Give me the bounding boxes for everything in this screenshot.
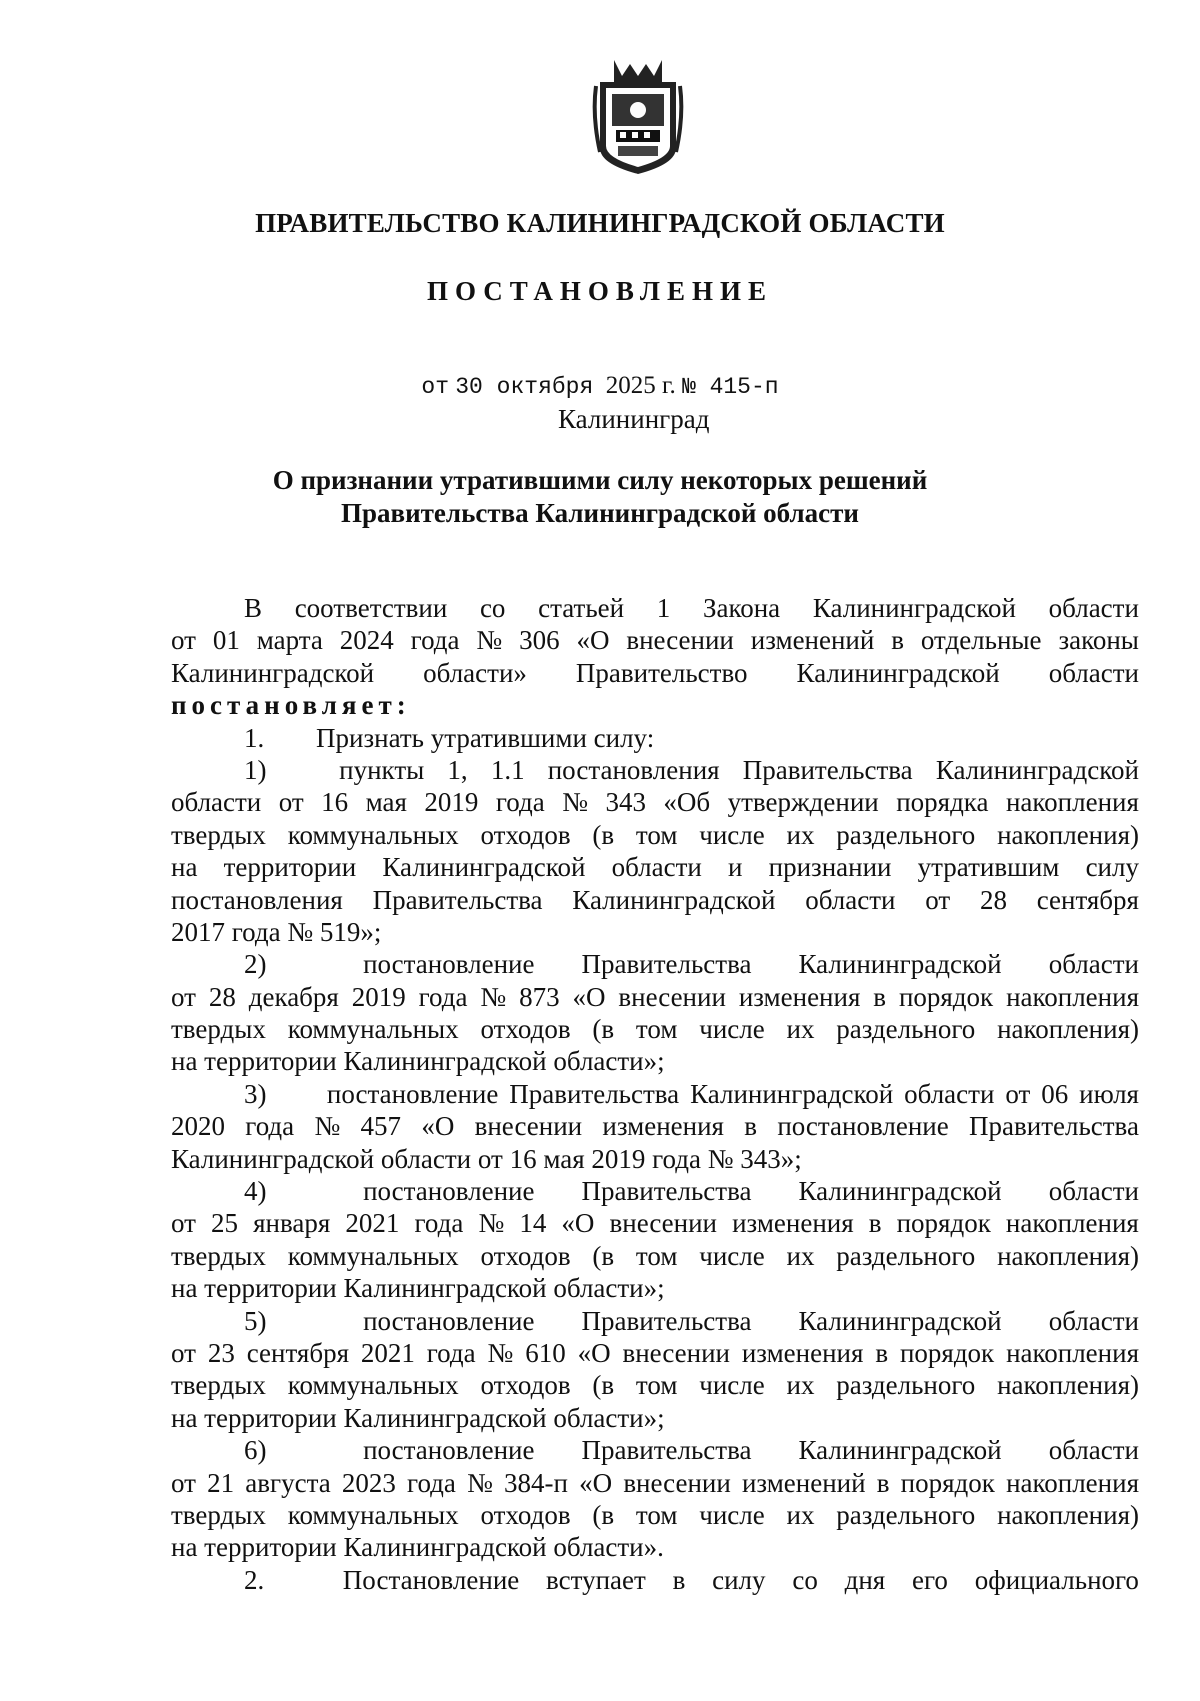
body-word: «О: [576, 625, 610, 656]
body-word: «О: [561, 1208, 595, 1239]
body-word: декабря: [248, 981, 339, 1012]
body-word: накопления): [997, 1499, 1139, 1530]
body-word: постановление: [363, 1305, 535, 1336]
body-word: 2024: [339, 625, 394, 656]
body-word: года: [426, 1337, 476, 1368]
body-word: в: [868, 1208, 882, 1239]
body-word: года: [410, 625, 460, 656]
body-word: 28: [979, 884, 1007, 915]
body-word: законы: [1058, 625, 1139, 656]
body-line: [171, 1110, 1139, 1142]
body-word: 1.1: [490, 754, 525, 785]
body-word: Правительства: [581, 949, 752, 980]
body-word: твердых: [171, 1499, 266, 1530]
body-word: (в: [592, 1370, 615, 1401]
body-word: на территории Калининградской области»;: [171, 1402, 665, 1433]
body-word: 2021: [360, 1337, 415, 1368]
body-word: признании: [768, 852, 892, 883]
body-line: [171, 722, 1139, 754]
body-word: порядок: [896, 1208, 991, 1239]
body-word: «О: [577, 1337, 611, 1368]
body-word: 343: [605, 787, 646, 818]
body-word: Постановление: [342, 1564, 520, 1595]
body-word: 01: [212, 625, 240, 656]
body-line: [171, 916, 1139, 948]
body-word: «О: [579, 1467, 613, 1498]
body-word: Правительства: [581, 1305, 752, 1336]
body-word: числе: [699, 819, 765, 850]
body-word: постановления: [171, 884, 343, 915]
body-word: внесении: [609, 1208, 717, 1239]
body-word: порядка: [896, 787, 989, 818]
body-word: накопления: [1006, 1467, 1139, 1498]
body-line: [171, 1369, 1139, 1401]
body-line: [171, 1143, 1139, 1175]
document-type: ПОСТАНОВЛЕНИЕ: [426, 276, 774, 306]
body-word: статьей: [538, 593, 625, 623]
body-word: Калининградской: [796, 657, 1000, 688]
body-word: накопления: [1005, 1208, 1139, 1239]
body-line: [171, 657, 1139, 689]
body-word: Калининградской: [935, 754, 1139, 785]
body-word: изменения: [738, 981, 861, 1012]
body-word: внесении: [622, 1337, 730, 1368]
document-subject: [0, 464, 1200, 530]
body-word: со: [479, 593, 506, 623]
body-word: раздельного: [836, 1014, 976, 1045]
body-line: [171, 819, 1139, 851]
body-word: области: [1048, 1176, 1139, 1207]
body-word: постановление: [363, 949, 535, 980]
body-word: отходов: [480, 819, 571, 850]
body-word: Калининградской: [382, 852, 586, 883]
body-word: их: [786, 1240, 815, 1271]
body-word: в: [672, 1564, 686, 1595]
body-word: Калининградской: [690, 1078, 894, 1109]
body-word: постановляет:: [171, 690, 411, 721]
body-line: [171, 884, 1139, 916]
body-line: [171, 1272, 1139, 1304]
body-word: накопления): [997, 1370, 1139, 1401]
body-word: от: [171, 1208, 196, 1239]
body-word: 14: [519, 1208, 547, 1239]
body-word: №: [562, 787, 588, 818]
date-prefix: от: [421, 374, 449, 400]
body-word: Калининградской: [812, 593, 1016, 623]
body-word: 306: [519, 625, 560, 656]
body-word: 2021: [345, 1208, 400, 1239]
body-line: [171, 1078, 1139, 1110]
body-word: 2017 года № 519»;: [171, 916, 382, 947]
date-year: 2025 г.: [605, 372, 676, 399]
body-line: [171, 624, 1139, 656]
body-word: раздельного: [836, 1370, 976, 1401]
body-word: области»: [423, 657, 527, 688]
body-line: [171, 592, 1139, 624]
body-word: том: [635, 819, 678, 850]
body-word: твердых: [171, 1240, 266, 1271]
body-word: внесении: [618, 981, 726, 1012]
body-word: области: [1048, 593, 1139, 623]
body-word: числе: [699, 1499, 765, 1530]
body-word: числе: [699, 1370, 765, 1401]
item-number: 5): [244, 1305, 267, 1336]
body-word: их: [786, 1370, 815, 1401]
body-word: постановление: [326, 1078, 499, 1109]
body-word: 16: [321, 787, 349, 818]
body-word: на: [171, 852, 198, 883]
body-word: отходов: [480, 1499, 571, 1530]
body-line: [171, 1337, 1139, 1369]
item-number: 2.: [244, 1564, 265, 1595]
body-word: области: [1048, 949, 1139, 980]
body-word: том: [635, 1014, 678, 1045]
body-word: года: [495, 787, 545, 818]
body-word: 23: [207, 1337, 235, 1368]
body-word: области: [805, 884, 896, 915]
body-word: 28: [208, 981, 236, 1012]
body-word: и: [728, 852, 743, 883]
body-word: Правительства: [581, 1435, 752, 1466]
body-word: Правительства: [581, 1176, 752, 1207]
body-word: Правительства: [372, 884, 543, 915]
body-word: силу: [712, 1564, 766, 1595]
body-word: том: [635, 1499, 678, 1530]
body-word: отдельные: [920, 625, 1042, 656]
body-word: накопления): [997, 1240, 1139, 1271]
body-line: [171, 1402, 1139, 1434]
body-word: области: [1048, 1435, 1139, 1466]
body-word: №: [478, 1208, 505, 1239]
body-word: изменения: [741, 1337, 864, 1368]
body-word: марта: [256, 625, 323, 656]
body-word: от: [171, 1337, 196, 1368]
body-word: №: [314, 1111, 341, 1142]
body-word: отходов: [480, 1370, 571, 1401]
body-word: 21: [207, 1467, 235, 1498]
body-line: [171, 1467, 1139, 1499]
body-word: Калининградской: [798, 1305, 1002, 1336]
body-word: (в: [592, 1499, 615, 1530]
item-number: 2): [244, 949, 267, 980]
body-word: (в: [592, 1014, 615, 1045]
body-word: №: [467, 1467, 493, 1498]
body-word: мая: [365, 787, 407, 818]
body-word: (в: [592, 819, 615, 850]
body-word: числе: [699, 1014, 765, 1045]
body-line: [171, 948, 1139, 980]
body-word: внесении: [626, 625, 734, 656]
body-word: №: [487, 1337, 514, 1368]
body-line: [171, 1240, 1139, 1272]
body-word: в: [875, 1337, 889, 1368]
body-word: отходов: [480, 1014, 571, 1045]
body-word: внесении: [474, 1111, 583, 1142]
body-word: утратившим: [917, 852, 1060, 883]
body-word: отходов: [480, 1240, 571, 1271]
body-word: раздельного: [836, 819, 976, 850]
body-word: В: [244, 593, 263, 623]
body-word: порядок: [900, 1467, 995, 1498]
body-word: области: [904, 1078, 995, 1109]
item-number: 4): [244, 1176, 267, 1207]
body-word: №: [480, 981, 507, 1012]
coat-of-arms-icon: [592, 56, 684, 176]
body-word: (в: [592, 1240, 615, 1271]
body-word: утверждении: [727, 787, 879, 818]
body-word: изменений: [750, 625, 875, 656]
body-line: [171, 1207, 1139, 1239]
body-word: их: [786, 1499, 815, 1530]
body-word: 2020: [171, 1111, 225, 1142]
body-word: на территории Калининградской области»;: [171, 1046, 665, 1077]
body-word: постановление: [777, 1111, 949, 1142]
body-word: соответствии: [294, 593, 448, 623]
body-word: года: [414, 1208, 464, 1239]
body-word: их: [786, 819, 815, 850]
body-word: 1,: [447, 754, 468, 785]
subject-line: Правительства Калининградской области: [341, 498, 859, 528]
body-word: области: [611, 852, 702, 883]
body-line: [171, 786, 1139, 818]
body-word: 610: [525, 1337, 566, 1368]
body-word: в: [876, 1467, 890, 1498]
body-word: официального: [974, 1564, 1139, 1595]
body-word: коммунальных: [287, 1240, 459, 1271]
body-word: Калининградской: [798, 1176, 1002, 1207]
body-word: 384-п: [504, 1467, 568, 1498]
body-word: 2023: [341, 1467, 396, 1498]
body-word: накопления): [997, 819, 1139, 850]
dateline: [0, 372, 1200, 400]
body-word: изменения: [732, 1208, 854, 1239]
document-number: № 415-п: [681, 374, 779, 400]
body-word: июля: [1079, 1078, 1139, 1109]
body-word: на территории Калининградской области».: [171, 1532, 664, 1563]
body-word: пункты: [339, 754, 425, 785]
body-word: постановления: [547, 754, 720, 785]
body-line: [171, 1045, 1139, 1077]
body-line: [171, 1434, 1139, 1466]
body-word: 1: [656, 593, 671, 623]
body-word: их: [786, 1014, 815, 1045]
body-word: накопления: [1006, 981, 1139, 1012]
body-word: области: [1048, 657, 1139, 688]
body-word: 25: [211, 1208, 239, 1239]
body-word: 2019: [351, 981, 406, 1012]
body-word: коммунальных: [287, 1370, 459, 1401]
body-word: Правительства: [742, 754, 913, 785]
body-word: Признать утратившими силу:: [316, 722, 655, 753]
body-word: Правительство: [575, 657, 748, 688]
body-word: в: [873, 981, 887, 1012]
body-word: коммунальных: [287, 1499, 459, 1530]
body-word: года: [245, 1111, 295, 1142]
body-word: года: [407, 1467, 456, 1498]
body-word: от: [278, 787, 304, 818]
body-word: Калининградской: [572, 884, 776, 915]
body-word: Калининградской: [798, 1435, 1002, 1466]
body-word: 06: [1041, 1078, 1069, 1109]
body-line: [171, 1531, 1139, 1563]
body-line: [171, 981, 1139, 1013]
body-word: Калининградской: [798, 949, 1002, 980]
body-word: в: [891, 625, 904, 656]
body-word: от: [1005, 1078, 1031, 1109]
body-word: области: [171, 787, 262, 818]
body-word: года: [418, 981, 468, 1012]
body-word: твердых: [171, 1014, 266, 1045]
body-word: коммунальных: [287, 819, 459, 850]
body-line: [171, 754, 1139, 786]
body-word: том: [635, 1370, 678, 1401]
body-word: 457: [360, 1111, 402, 1142]
body-word: января: [253, 1208, 331, 1239]
subject-line: О признании утратившими силу некоторых решений: [272, 465, 928, 495]
body-word: Закона: [702, 593, 781, 623]
date-day-month: 30 октября: [455, 374, 594, 400]
body-word: порядок: [899, 1337, 995, 1368]
body-word: том: [635, 1240, 678, 1271]
item-number: 6): [244, 1435, 267, 1466]
body-word: постановление: [363, 1176, 535, 1207]
body-line: [171, 1499, 1139, 1531]
body-word: 873: [519, 981, 560, 1012]
body-word: твердых: [171, 819, 266, 850]
body-word: «О: [421, 1111, 455, 1142]
body-word: территории: [223, 852, 357, 883]
body-word: на территории Калининградской области»;: [171, 1273, 665, 1304]
body-word: от: [171, 625, 196, 656]
body-word: сентября: [246, 1337, 349, 1368]
body-word: №: [476, 625, 503, 656]
body-word: в: [744, 1111, 758, 1142]
body-word: твердых: [171, 1370, 266, 1401]
body-word: области: [1048, 1305, 1139, 1336]
body-line: [171, 1013, 1139, 1045]
body-word: 2019: [424, 787, 479, 818]
body-word: Калининградской области от 16 мая 2019 года № 343»;: [171, 1143, 802, 1174]
body-word: от: [171, 981, 196, 1012]
item-number: 1.: [244, 722, 265, 753]
body-word: накопления: [1005, 787, 1139, 818]
body-word: внесении: [623, 1467, 731, 1498]
body-line: [171, 689, 1139, 721]
body-word: Правительства: [969, 1111, 1139, 1142]
body-word: «О: [572, 981, 606, 1012]
body-word: изменений: [741, 1467, 866, 1498]
body-word: со: [792, 1564, 818, 1595]
body-word: сентября: [1036, 884, 1139, 915]
organization-title: ПРАВИТЕЛЬСТВО КАЛИНИНГРАДСКОЙ ОБЛАСТИ: [255, 208, 945, 238]
body-word: накопления: [1006, 1337, 1139, 1368]
body-line: [171, 1305, 1139, 1337]
body-word: от: [925, 884, 951, 915]
body-word: числе: [699, 1240, 765, 1271]
body-word: вступает: [546, 1564, 646, 1595]
body-word: «Об: [663, 787, 711, 818]
body-word: Правительства: [509, 1078, 680, 1109]
body-word: дня: [844, 1564, 886, 1595]
city: Калининград: [558, 404, 710, 434]
body-word: раздельного: [836, 1499, 976, 1530]
body-line: [171, 851, 1139, 883]
body-word: накопления): [997, 1014, 1139, 1045]
body-word: силу: [1085, 852, 1139, 883]
body-word: Калининградской: [171, 657, 375, 688]
body-word: коммунальных: [287, 1014, 459, 1045]
document-body: [171, 592, 1139, 1596]
body-word: раздельного: [836, 1240, 976, 1271]
item-number: 1): [244, 754, 267, 785]
item-number: 3): [244, 1078, 267, 1109]
body-word: его: [912, 1564, 948, 1595]
body-word: постановление: [363, 1435, 535, 1466]
body-word: от: [171, 1467, 196, 1498]
body-line: [171, 1175, 1139, 1207]
body-word: изменения: [602, 1111, 724, 1142]
body-word: августа: [245, 1467, 331, 1498]
body-line: [171, 1564, 1139, 1596]
body-word: порядок: [898, 981, 994, 1012]
